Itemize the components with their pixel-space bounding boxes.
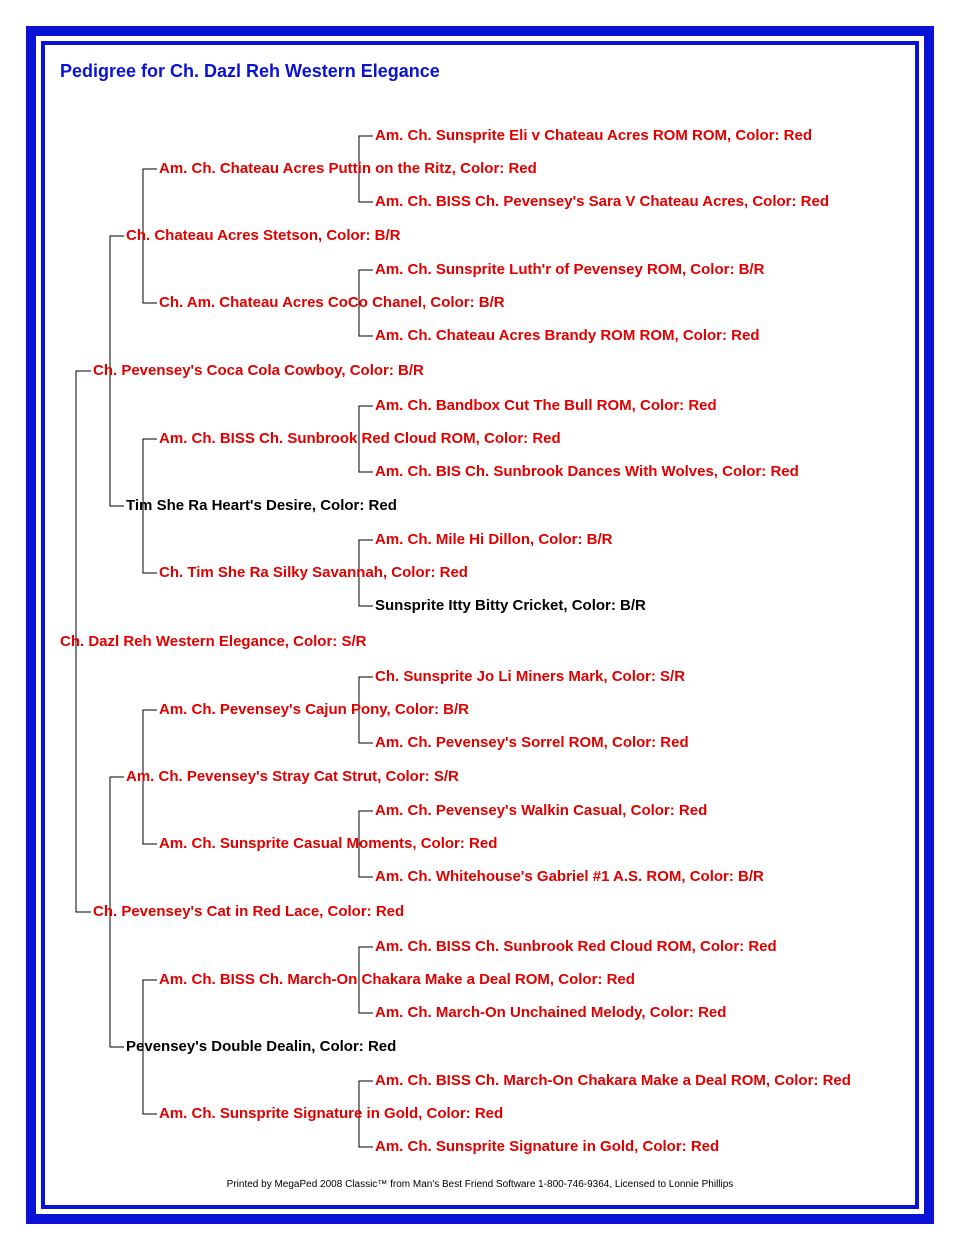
pedigree-great-great-grandparent: Am. Ch. BISS Ch. March-On Chakara Make a Deal ROM, Color: Red <box>375 1072 851 1089</box>
pedigree-great-great-grandparent: Am. Ch. Chateau Acres Brandy ROM ROM, Color: Red <box>375 327 760 344</box>
pedigree-great-great-grandparent: Am. Ch. Bandbox Cut The Bull ROM, Color: Red <box>375 397 717 414</box>
pedigree-great-great-grandparent: Am. Ch. Sunsprite Luth'r of Pevensey ROM, Color: B/R <box>375 261 765 278</box>
pedigree-great-great-grandparent: Sunsprite Itty Bitty Cricket, Color: B/R <box>375 597 646 614</box>
pedigree-great-great-grandparent: Am. Ch. March-On Unchained Melody, Color: Red <box>375 1004 727 1021</box>
pedigree-great-great-grandparent: Am. Ch. Whitehouse's Gabriel #1 A.S. ROM, Color: B/R <box>375 868 764 885</box>
pedigree-great-grandparent: Ch. Tim She Ra Silky Savannah, Color: Red <box>159 564 468 581</box>
pedigree-sire: Ch. Pevensey's Coca Cola Cowboy, Color: B/R <box>93 362 424 379</box>
pedigree-great-great-grandparent: Am. Ch. Sunsprite Eli v Chateau Acres ROM ROM, Color: Red <box>375 127 813 144</box>
footer-credit: Printed by MegaPed 2008 Classic™ from Man's Best Friend Software 1-800-746-9364, Licensed to Lonnie Phillips <box>226 1179 734 1190</box>
pedigree-grandparent: Tim She Ra Heart's Desire, Color: Red <box>126 497 397 514</box>
pedigree-dam: Ch. Pevensey's Cat in Red Lace, Color: Red <box>93 903 405 920</box>
pedigree-great-great-grandparent: Am. Ch. Pevensey's Walkin Casual, Color: Red <box>375 802 708 819</box>
pedigree-great-grandparent: Ch. Am. Chateau Acres CoCo Chanel, Color: B/R <box>159 294 505 311</box>
pedigree-great-grandparent: Am. Ch. BISS Ch. March-On Chakara Make a Deal ROM, Color: Red <box>159 971 635 988</box>
page-title: Pedigree for Ch. Dazl Reh Western Elegance <box>60 61 440 81</box>
pedigree-grandparent: Pevensey's Double Dealin, Color: Red <box>126 1038 397 1055</box>
pedigree-great-grandparent: Am. Ch. BISS Ch. Sunbrook Red Cloud ROM, Color: Red <box>159 430 561 447</box>
pedigree-great-great-grandparent: Am. Ch. BISS Ch. Pevensey's Sara V Chateau Acres, Color: Red <box>375 193 829 210</box>
pedigree-great-grandparent: Am. Ch. Pevensey's Cajun Pony, Color: B/R <box>159 701 470 718</box>
pedigree-great-great-grandparent: Am. Ch. BIS Ch. Sunbrook Dances With Wolves, Color: Red <box>375 463 799 480</box>
pedigree-great-great-grandparent: Am. Ch. Mile Hi Dillon, Color: B/R <box>375 531 613 548</box>
pedigree-great-grandparent: Am. Ch. Sunsprite Casual Moments, Color: Red <box>159 835 498 852</box>
pedigree-grandparent: Am. Ch. Pevensey's Stray Cat Strut, Color: S/R <box>126 768 459 785</box>
pedigree-great-great-grandparent: Am. Ch. Sunsprite Signature in Gold, Color: Red <box>375 1138 720 1155</box>
pedigree-grandparent: Ch. Chateau Acres Stetson, Color: B/R <box>126 227 401 244</box>
pedigree-great-grandparent: Am. Ch. Chateau Acres Puttin on the Ritz, Color: Red <box>159 160 537 177</box>
pedigree-great-great-grandparent: Ch. Sunsprite Jo Li Miners Mark, Color: S/R <box>375 668 686 685</box>
pedigree-great-grandparent: Am. Ch. Sunsprite Signature in Gold, Color: Red <box>159 1105 504 1122</box>
pedigree-great-great-grandparent: Am. Ch. Pevensey's Sorrel ROM, Color: Red <box>375 734 689 751</box>
pedigree-subject: Ch. Dazl Reh Western Elegance, Color: S/R <box>60 633 367 650</box>
pedigree-great-great-grandparent: Am. Ch. BISS Ch. Sunbrook Red Cloud ROM, Color: Red <box>375 938 777 955</box>
